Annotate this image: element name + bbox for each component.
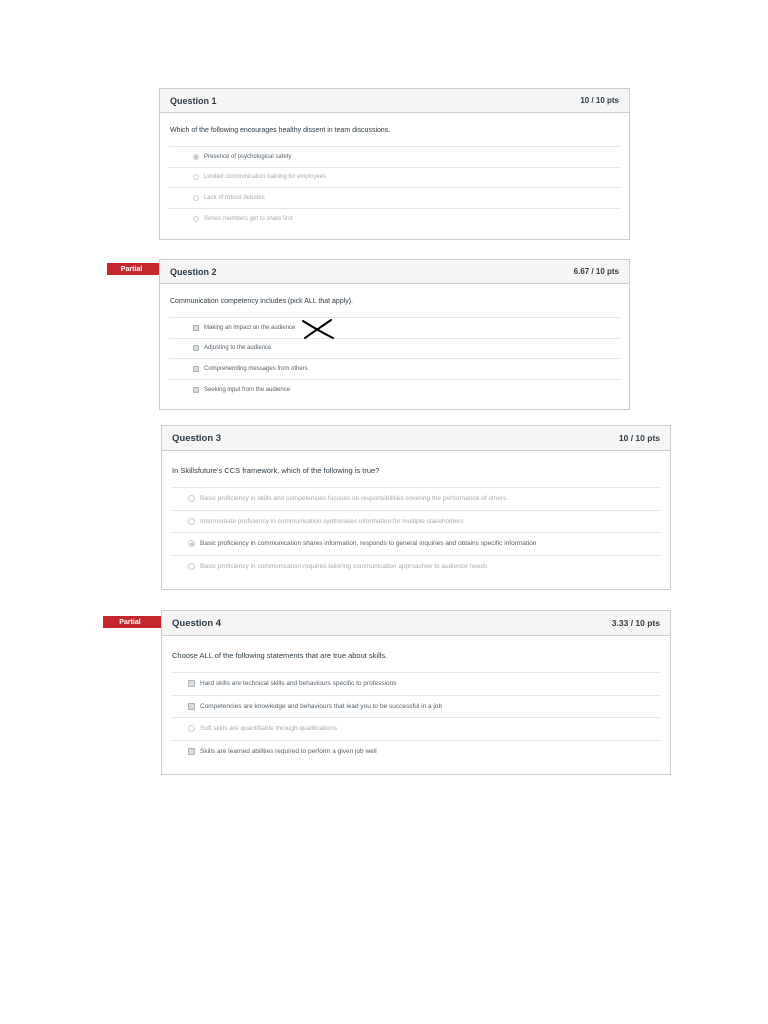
answer-label: Competencies are knowledge and behaviours that lead you to be successful in a job — [200, 702, 443, 710]
radio-selected-icon[interactable] — [188, 540, 195, 547]
answer-label: Presence of psychological safety — [204, 153, 292, 160]
answer-option[interactable] — [172, 511, 660, 534]
answer-option[interactable] — [172, 696, 660, 719]
radio-icon[interactable] — [193, 174, 199, 180]
answer-list — [172, 487, 660, 578]
answer-option[interactable] — [169, 188, 620, 209]
question-points: 10 / 10 pts — [618, 433, 660, 443]
answer-label: Senior members get to share first — [204, 215, 293, 222]
question-text: Choose ALL of the following statements that are true about skills. — [172, 651, 388, 660]
answer-label: Basic proficiency in skills and competencies focuses on responsibilities covering the performance of others — [200, 495, 507, 503]
question-points: 10 / 10 pts — [580, 96, 619, 105]
checkbox-checked-icon[interactable] — [188, 703, 195, 710]
radio-selected-icon[interactable] — [193, 154, 199, 160]
answer-option[interactable] — [172, 741, 660, 764]
question-header — [160, 89, 629, 113]
question-header — [162, 426, 670, 451]
partial-badge: Partial — [107, 263, 162, 275]
answer-option[interactable] — [172, 718, 660, 741]
checkbox-checked-icon[interactable] — [188, 748, 195, 755]
answer-label: Making an impact on the audience — [204, 324, 296, 331]
question-card-4 — [161, 610, 671, 775]
checkbox-checked-icon[interactable] — [193, 345, 199, 351]
answer-label: Soft skills are quantifiable through qualifications — [200, 725, 337, 733]
question-text: Communication competency includes (pick ALL that apply). — [170, 298, 353, 305]
answer-label: Adjusting to the audience — [204, 345, 272, 352]
question-header — [160, 260, 629, 284]
partial-badge: Partial — [103, 616, 163, 628]
question-title: Question 2 — [170, 266, 217, 277]
checkbox-checked-icon[interactable] — [193, 387, 199, 393]
question-title: Question 1 — [170, 95, 217, 106]
answer-label: Skills are learned abilities required to perform a given job well — [200, 748, 377, 756]
checkbox-checked-icon[interactable] — [193, 325, 199, 331]
answer-option[interactable] — [169, 380, 620, 401]
incorrect-x-mark-icon — [301, 318, 337, 340]
answer-label: Intermediate proficiency in communication synthesises information for multiple stakeholders — [200, 517, 464, 525]
checkbox-checked-icon[interactable] — [188, 680, 195, 687]
answer-list — [169, 146, 620, 229]
answer-list — [172, 672, 660, 763]
question-card-1 — [159, 88, 630, 240]
answer-option[interactable] — [169, 168, 620, 189]
answer-option[interactable] — [169, 359, 620, 380]
answer-option[interactable] — [172, 556, 660, 579]
checkbox-unchecked-icon[interactable] — [188, 725, 195, 732]
question-header — [162, 611, 670, 636]
radio-icon[interactable] — [188, 518, 195, 525]
question-title: Question 4 — [172, 617, 222, 629]
answer-option[interactable] — [169, 209, 620, 230]
answer-label: Limited communication training for employees — [204, 174, 327, 181]
answer-option[interactable] — [169, 318, 620, 339]
question-card-3 — [161, 425, 671, 590]
answer-option[interactable] — [169, 147, 620, 168]
question-text: Which of the following encourages healthy dissent in team discussions. — [170, 127, 391, 134]
question-points: 6.67 / 10 pts — [573, 267, 619, 276]
answer-label: Comprehending messages from others — [204, 365, 308, 372]
answer-option[interactable] — [172, 673, 660, 696]
question-card-2 — [159, 259, 630, 410]
answer-label: Hard skills are technical skills and behaviours specific to professions — [200, 680, 397, 688]
radio-icon[interactable] — [188, 495, 195, 502]
answer-label: Basic proficiency in communication requires tailoring communication approaches to audience needs — [200, 563, 488, 571]
question-points: 3.33 / 10 pts — [611, 618, 660, 628]
answer-label: Lack of robust debates — [204, 194, 265, 201]
answer-option[interactable] — [172, 533, 660, 556]
radio-icon[interactable] — [193, 216, 199, 222]
checkbox-checked-icon[interactable] — [193, 366, 199, 372]
answer-option[interactable] — [169, 339, 620, 360]
answer-label: Basic proficiency in communication shares information, responds to general inquiries and obtains specific information — [200, 540, 537, 548]
radio-icon[interactable] — [193, 195, 199, 201]
answer-label: Seeking input from the audience — [204, 386, 291, 393]
answer-option[interactable] — [172, 488, 660, 511]
radio-icon[interactable] — [188, 563, 195, 570]
question-text: In Skillsfuture's CCS framework, which of the following is true? — [172, 466, 380, 475]
question-title: Question 3 — [172, 432, 222, 444]
answer-list — [169, 317, 620, 400]
